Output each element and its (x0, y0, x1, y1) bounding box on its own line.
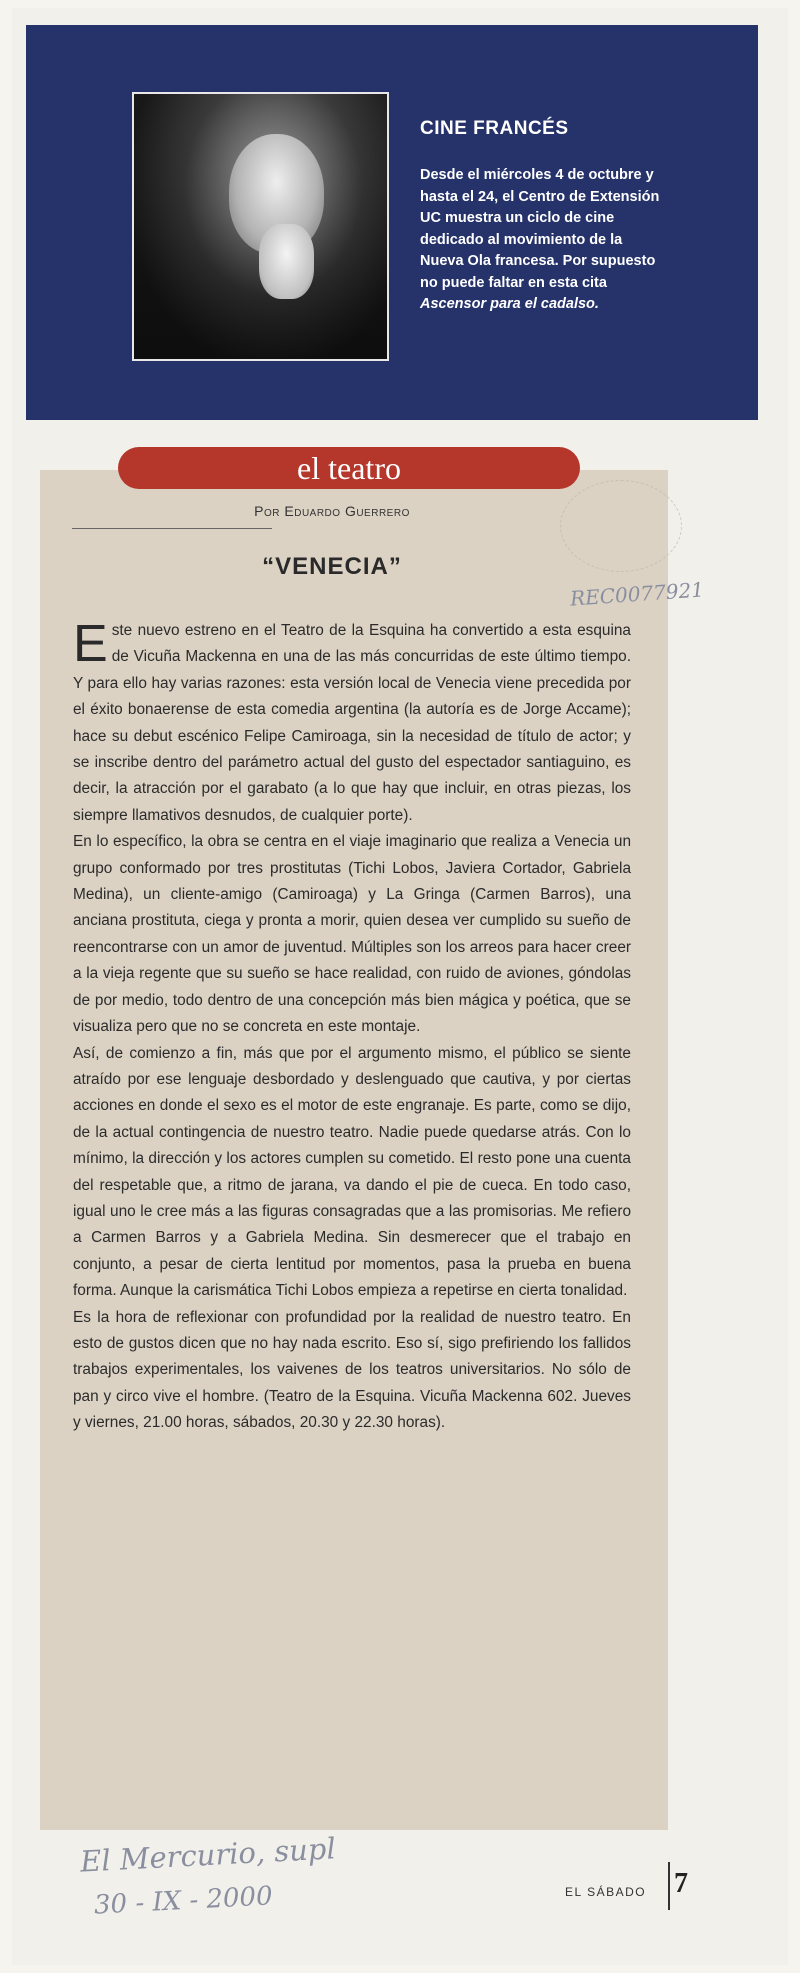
article-paragraph: Es la hora de reflexionar con profundidad por la realidad de nuestro teatro. En esto de gustos dicen que no hay nada escrito. Eso sí, sigo prefiriendo los fallidos trabajos experimentales, los vaivenes de los teatros universitarios. No sólo de pan y circo vive el hombre. (Teatro de la Esquina. Vicuña Mackenna 602. Jueves y viernes, 21.00 horas, sábados, 20.30 y 22.30 horas). (73, 1308, 631, 1432)
footer-section-label: EL SÁBADO (565, 1885, 647, 1899)
byline-rule (72, 528, 272, 529)
handwritten-publication: El Mercurio, supl (79, 1831, 337, 1879)
byline: Por Eduardo Guerrero (254, 503, 410, 519)
cine-text (420, 165, 665, 316)
dropcap: E (73, 615, 108, 673)
section-banner: el teatro (118, 447, 580, 489)
article-title: “VENECIA” (262, 553, 402, 580)
article-paragraph: En lo específico, la obra se centra en el viaje imaginario que realiza a Venecia un grupo conformado por tres prostitutas (Tichi Lobos, Javiera Cortador, Gabriela Medina), un cliente-amigo (Camiroaga) y La Gringa (Carmen Barros), una anciana prostituta, ciega y pronta a morir, quien desea ver cumplido su sueño de reencontrarse con un amor de juventud. Múltiples son los arreos para hacer creer a la vieja regente que su sueño se hace realidad, con ruido de aviones, góndolas de por medio, todo dentro de una concepción más bien mágica y poética, que se visualiza pero que no se concreta en este montaje. (73, 833, 631, 1036)
cine-text-plain: Desde el miércoles 4 de octubre y hasta el 24, el Centro de Extensión UC muestra un ciclo de cine dedicado al movimiento de la Nueva Ola francesa. Por supuesto no puede faltar en esta cita (420, 167, 660, 291)
film-still-photo (132, 92, 389, 361)
handwritten-date: 30 - IX - 2000 (93, 1881, 274, 1921)
article-paragraph (73, 615, 631, 829)
cine-title: CINE FRANCÉS (420, 118, 569, 139)
cine-text-italic: Ascensor para el cadalso. (420, 296, 599, 312)
page-number: 7 (674, 1868, 688, 1899)
article-paragraph: Así, de comienzo a fin, más que por el argumento mismo, el público se siente atraído por ese lenguaje desbordado y deslenguado que cautiva, y por ciertas acciones en donde el sexo es el motor de este engranaje. Es parte, como se dijo, de la actual contingencia de nuestro teatro. Nadie puede quedarse atrás. Con lo mínimo, la dirección y los actores cumplen su cometido. El resto pone una cuenta del respetable que, a ritmo de jarana, va dando el pie de cueca. En todo caso, igual uno le cree más a las figuras consagradas que a las promisorias. Me refiero a Carmen Barros y a Gabriela Medina. Sin desmerecer que el trabajo en conjunto, a pesar de cierta lentitud por momentos, pasa la prueba en buena forma. Aunque la carismática Tichi Lobos empieza a repetirse en cierta tonalidad. (73, 1044, 631, 1300)
article-body (73, 615, 631, 1437)
handwritten-code: REC0077921 (569, 577, 705, 611)
footer-rule (668, 1862, 670, 1910)
article-paragraph-text: ste nuevo estreno en el Teatro de la Esquina ha convertido a esta esquina de Vicuña Mackenna en una de las más concurridas de este último tiempo. Y para ello hay varias razones: esta versión local de Venecia viene precedida por el éxito bonaerense de esta comedia argentina (la autoría es de Jorge Accame); hace su debut escénico Felipe Camiroaga, sin la necesidad de título de actor; y se inscribe dentro del parámetro actual del gusto del espectador santiaguino, es decir, la atracción por el garabato (a lo que hay que incluir, en otras piezas, los siempre llamativos desnudos, de cualquier porte). (73, 622, 631, 824)
photo-hand (259, 224, 314, 299)
